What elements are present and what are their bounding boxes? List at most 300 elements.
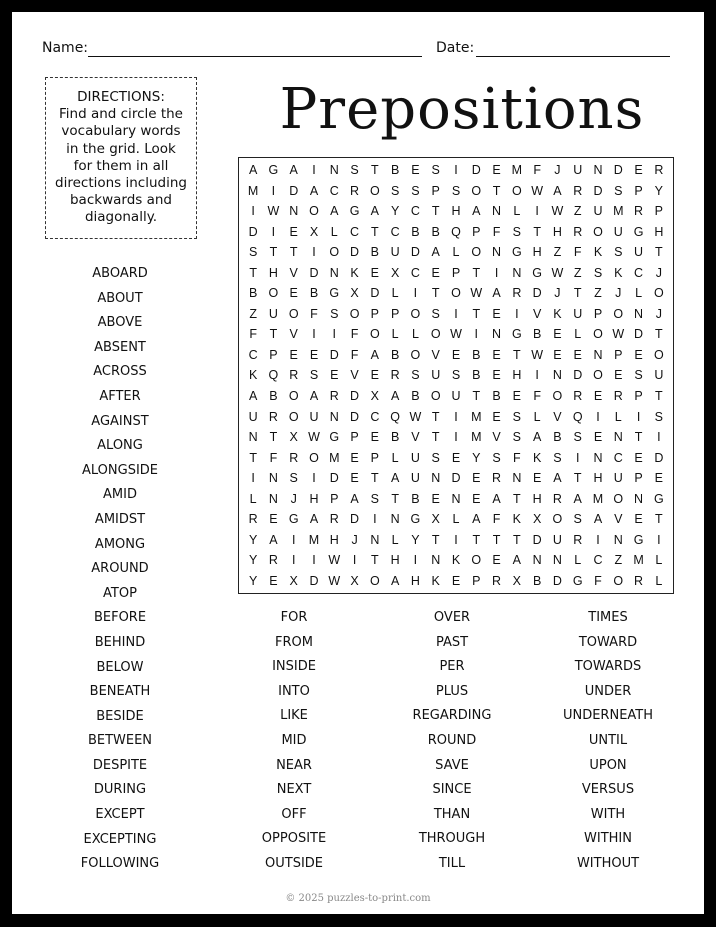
- grid-cell[interactable]: S: [512, 430, 522, 445]
- grid-cell[interactable]: P: [330, 491, 339, 506]
- grid-cell[interactable]: W: [531, 347, 544, 362]
- grid-cell[interactable]: B: [411, 224, 420, 239]
- grid-cell[interactable]: I: [596, 409, 600, 424]
- grid-cell[interactable]: N: [593, 450, 603, 465]
- grid-cell[interactable]: L: [391, 286, 399, 301]
- grid-cell[interactable]: S: [330, 306, 339, 321]
- grid-cell[interactable]: R: [329, 512, 339, 527]
- grid-cell[interactable]: D: [329, 347, 339, 362]
- grid-cell[interactable]: E: [309, 347, 319, 362]
- grid-cell[interactable]: X: [350, 286, 359, 301]
- grid-cell[interactable]: N: [451, 491, 461, 506]
- grid-cell[interactable]: B: [472, 368, 481, 383]
- grid-cell[interactable]: W: [551, 204, 564, 219]
- grid-cell[interactable]: O: [471, 553, 482, 568]
- grid-cell[interactable]: O: [349, 306, 360, 321]
- grid-cell[interactable]: P: [634, 389, 643, 404]
- grid-cell[interactable]: N: [431, 553, 441, 568]
- grid-cell[interactable]: U: [613, 224, 623, 239]
- grid-cell[interactable]: E: [573, 347, 582, 362]
- grid-cell[interactable]: L: [574, 553, 582, 568]
- grid-cell[interactable]: U: [573, 163, 583, 178]
- grid-cell[interactable]: F: [533, 389, 541, 404]
- grid-cell[interactable]: C: [350, 224, 360, 239]
- grid-cell[interactable]: A: [553, 471, 562, 486]
- grid-cell[interactable]: I: [373, 512, 377, 527]
- grid-cell[interactable]: I: [657, 532, 661, 547]
- grid-cell[interactable]: E: [269, 573, 278, 588]
- grid-cell[interactable]: P: [269, 347, 278, 362]
- grid-cell[interactable]: R: [492, 471, 502, 486]
- grid-cell[interactable]: P: [634, 471, 643, 486]
- grid-cell[interactable]: I: [332, 327, 337, 342]
- grid-cell[interactable]: D: [309, 265, 319, 280]
- grid-cell[interactable]: O: [471, 245, 482, 260]
- grid-cell[interactable]: R: [573, 183, 583, 198]
- grid-cell[interactable]: I: [413, 553, 418, 568]
- grid-cell[interactable]: X: [532, 512, 542, 527]
- grid-cell[interactable]: N: [613, 430, 623, 445]
- grid-cell[interactable]: I: [454, 409, 458, 424]
- grid-cell[interactable]: O: [613, 306, 624, 321]
- grid-cell[interactable]: E: [492, 306, 501, 321]
- grid-cell[interactable]: V: [492, 430, 501, 445]
- grid-cell[interactable]: O: [369, 183, 380, 198]
- grid-cell[interactable]: E: [451, 573, 461, 588]
- grid-cell[interactable]: I: [312, 553, 316, 568]
- grid-cell[interactable]: N: [613, 532, 623, 547]
- grid-cell[interactable]: P: [472, 573, 481, 588]
- grid-cell[interactable]: R: [552, 491, 562, 506]
- grid-cell[interactable]: U: [309, 409, 319, 424]
- grid-cell[interactable]: B: [411, 491, 420, 506]
- grid-cell[interactable]: L: [452, 512, 460, 527]
- grid-cell[interactable]: P: [350, 430, 359, 445]
- grid-cell[interactable]: K: [614, 265, 623, 280]
- grid-cell[interactable]: E: [451, 347, 461, 362]
- grid-cell[interactable]: T: [289, 245, 298, 260]
- grid-cell[interactable]: U: [268, 306, 278, 321]
- grid-cell[interactable]: E: [553, 327, 562, 342]
- grid-cell[interactable]: T: [655, 245, 663, 260]
- grid-cell[interactable]: O: [410, 306, 421, 321]
- grid-cell[interactable]: S: [512, 409, 522, 424]
- grid-cell[interactable]: U: [552, 532, 562, 547]
- grid-cell[interactable]: I: [474, 327, 479, 342]
- grid-cell[interactable]: S: [512, 224, 522, 239]
- grid-cell[interactable]: X: [431, 512, 440, 527]
- grid-cell[interactable]: R: [289, 450, 299, 465]
- grid-cell[interactable]: W: [470, 286, 483, 301]
- grid-cell[interactable]: F: [594, 573, 602, 588]
- grid-cell[interactable]: D: [350, 389, 360, 404]
- grid-cell[interactable]: G: [633, 532, 644, 547]
- grid-cell[interactable]: Z: [573, 204, 582, 219]
- grid-cell[interactable]: A: [248, 163, 258, 178]
- grid-cell[interactable]: I: [312, 471, 316, 486]
- grid-cell[interactable]: H: [512, 368, 522, 383]
- grid-cell[interactable]: B: [472, 347, 481, 362]
- grid-cell[interactable]: K: [431, 573, 440, 588]
- grid-cell[interactable]: O: [309, 204, 319, 219]
- grid-cell[interactable]: T: [472, 532, 481, 547]
- grid-cell[interactable]: O: [511, 183, 522, 198]
- grid-cell[interactable]: F: [350, 327, 359, 342]
- grid-cell[interactable]: Q: [390, 409, 400, 424]
- grid-cell[interactable]: P: [614, 347, 623, 362]
- grid-cell[interactable]: G: [532, 265, 542, 280]
- grid-cell[interactable]: B: [370, 245, 380, 260]
- grid-cell[interactable]: D: [593, 183, 603, 198]
- grid-cell[interactable]: K: [512, 512, 522, 527]
- grid-cell[interactable]: O: [613, 491, 624, 506]
- grid-cell[interactable]: H: [309, 491, 319, 506]
- grid-cell[interactable]: D: [451, 471, 461, 486]
- grid-cell[interactable]: P: [370, 450, 380, 465]
- grid-cell[interactable]: U: [593, 204, 603, 219]
- grid-cell[interactable]: S: [411, 368, 420, 383]
- grid-cell[interactable]: N: [329, 265, 339, 280]
- grid-cell[interactable]: I: [271, 183, 276, 198]
- grid-cell[interactable]: J: [655, 306, 662, 321]
- grid-cell[interactable]: G: [329, 286, 340, 301]
- grid-cell[interactable]: S: [553, 450, 562, 465]
- grid-cell[interactable]: S: [370, 491, 380, 506]
- grid-cell[interactable]: T: [269, 327, 278, 342]
- grid-cell[interactable]: N: [512, 471, 522, 486]
- grid-cell[interactable]: T: [573, 286, 582, 301]
- grid-cell[interactable]: B: [390, 163, 400, 178]
- grid-cell[interactable]: B: [532, 327, 542, 342]
- grid-cell[interactable]: V: [553, 409, 562, 424]
- grid-cell[interactable]: I: [291, 532, 296, 547]
- grid-cell[interactable]: T: [431, 286, 440, 301]
- grid-cell[interactable]: E: [512, 389, 522, 404]
- grid-cell[interactable]: P: [634, 183, 643, 198]
- grid-cell[interactable]: F: [492, 224, 501, 239]
- grid-cell[interactable]: S: [573, 430, 582, 445]
- grid-cell[interactable]: A: [350, 491, 359, 506]
- grid-cell[interactable]: E: [431, 491, 440, 506]
- grid-cell[interactable]: S: [593, 265, 603, 280]
- grid-cell[interactable]: U: [573, 306, 583, 321]
- grid-cell[interactable]: C: [634, 265, 644, 280]
- grid-cell[interactable]: R: [634, 204, 644, 219]
- grid-cell[interactable]: I: [454, 163, 458, 178]
- grid-cell[interactable]: I: [291, 553, 296, 568]
- grid-cell[interactable]: D: [309, 573, 319, 588]
- grid-cell[interactable]: M: [308, 532, 320, 547]
- grid-cell[interactable]: V: [532, 306, 542, 321]
- grid-cell[interactable]: M: [633, 553, 644, 568]
- grid-cell[interactable]: E: [553, 347, 562, 362]
- grid-cell[interactable]: C: [248, 347, 258, 362]
- grid-cell[interactable]: G: [653, 491, 664, 506]
- grid-cell[interactable]: D: [410, 245, 420, 260]
- grid-cell[interactable]: E: [532, 471, 542, 486]
- grid-cell[interactable]: E: [370, 368, 380, 383]
- grid-cell[interactable]: T: [513, 491, 521, 506]
- grid-cell[interactable]: V: [289, 265, 298, 280]
- grid-cell[interactable]: I: [454, 306, 458, 321]
- grid-cell[interactable]: H: [532, 491, 542, 506]
- grid-cell[interactable]: E: [634, 347, 643, 362]
- grid-cell[interactable]: T: [655, 327, 663, 342]
- grid-cell[interactable]: O: [593, 368, 603, 383]
- grid-cell[interactable]: T: [269, 430, 278, 445]
- grid-cell[interactable]: C: [410, 265, 420, 280]
- grid-cell[interactable]: B: [248, 286, 258, 301]
- grid-cell[interactable]: N: [248, 430, 258, 445]
- grid-cell[interactable]: R: [512, 286, 522, 301]
- grid-cell[interactable]: F: [269, 450, 278, 465]
- grid-cell[interactable]: G: [511, 327, 522, 342]
- grid-cell[interactable]: K: [593, 245, 603, 260]
- grid-cell[interactable]: O: [369, 573, 380, 588]
- grid-cell[interactable]: E: [614, 368, 623, 383]
- grid-cell[interactable]: N: [492, 204, 502, 219]
- grid-cell[interactable]: S: [431, 163, 440, 178]
- grid-cell[interactable]: B: [431, 224, 440, 239]
- grid-cell[interactable]: K: [350, 265, 359, 280]
- grid-cell[interactable]: O: [552, 389, 563, 404]
- grid-cell[interactable]: A: [573, 491, 582, 506]
- grid-cell[interactable]: R: [248, 512, 258, 527]
- grid-cell[interactable]: E: [289, 347, 298, 362]
- grid-cell[interactable]: N: [390, 512, 400, 527]
- grid-cell[interactable]: I: [575, 450, 580, 465]
- grid-cell[interactable]: O: [430, 327, 441, 342]
- grid-cell[interactable]: D: [350, 512, 360, 527]
- grid-cell[interactable]: Z: [573, 265, 582, 280]
- grid-cell[interactable]: S: [350, 163, 359, 178]
- grid-cell[interactable]: F: [249, 327, 257, 342]
- grid-cell[interactable]: J: [655, 265, 662, 280]
- grid-cell[interactable]: T: [371, 553, 379, 568]
- grid-cell[interactable]: H: [451, 204, 461, 219]
- grid-cell[interactable]: S: [614, 183, 623, 198]
- grid-cell[interactable]: Y: [248, 532, 258, 547]
- grid-cell[interactable]: O: [451, 286, 461, 301]
- grid-cell[interactable]: I: [251, 204, 255, 219]
- grid-cell[interactable]: T: [472, 306, 481, 321]
- grid-cell[interactable]: T: [431, 532, 440, 547]
- grid-cell[interactable]: A: [593, 512, 603, 527]
- grid-cell[interactable]: P: [593, 306, 603, 321]
- grid-cell[interactable]: A: [431, 245, 440, 260]
- grid-cell[interactable]: T: [492, 183, 501, 198]
- grid-cell[interactable]: U: [654, 368, 664, 383]
- grid-cell[interactable]: A: [390, 471, 400, 486]
- grid-cell[interactable]: T: [472, 265, 481, 280]
- grid-cell[interactable]: I: [454, 430, 458, 445]
- grid-cell[interactable]: O: [593, 327, 603, 342]
- grid-cell[interactable]: S: [390, 183, 400, 198]
- grid-cell[interactable]: J: [290, 491, 297, 506]
- grid-cell[interactable]: S: [431, 450, 440, 465]
- grid-cell[interactable]: E: [492, 553, 501, 568]
- grid-cell[interactable]: D: [350, 245, 360, 260]
- grid-cell[interactable]: K: [451, 553, 461, 568]
- grid-cell[interactable]: R: [350, 183, 360, 198]
- grid-cell[interactable]: N: [431, 471, 441, 486]
- grid-cell[interactable]: N: [593, 347, 603, 362]
- grid-cell[interactable]: O: [288, 306, 299, 321]
- grid-cell[interactable]: I: [494, 265, 499, 280]
- grid-cell[interactable]: S: [634, 368, 643, 383]
- grid-cell[interactable]: M: [471, 430, 482, 445]
- grid-cell[interactable]: B: [532, 573, 542, 588]
- grid-cell[interactable]: R: [289, 368, 299, 383]
- grid-cell[interactable]: N: [329, 163, 339, 178]
- word-search-grid[interactable]: [238, 157, 674, 594]
- name-field-line[interactable]: [88, 55, 422, 57]
- grid-cell[interactable]: Y: [248, 553, 258, 568]
- grid-cell[interactable]: Q: [572, 409, 583, 424]
- grid-cell[interactable]: Z: [553, 245, 562, 260]
- grid-cell[interactable]: U: [431, 368, 441, 383]
- grid-cell[interactable]: T: [655, 512, 663, 527]
- grid-cell[interactable]: A: [472, 512, 481, 527]
- grid-cell[interactable]: T: [371, 224, 379, 239]
- grid-cell[interactable]: L: [452, 245, 460, 260]
- grid-cell[interactable]: U: [410, 471, 420, 486]
- grid-cell[interactable]: C: [370, 409, 380, 424]
- grid-cell[interactable]: U: [410, 450, 420, 465]
- grid-cell[interactable]: R: [573, 389, 583, 404]
- grid-cell[interactable]: H: [593, 471, 603, 486]
- grid-cell[interactable]: E: [370, 265, 380, 280]
- grid-cell[interactable]: I: [596, 532, 600, 547]
- grid-cell[interactable]: Y: [411, 532, 420, 547]
- grid-cell[interactable]: D: [654, 450, 664, 465]
- grid-cell[interactable]: W: [409, 409, 422, 424]
- grid-cell[interactable]: T: [655, 389, 663, 404]
- grid-cell[interactable]: X: [350, 573, 359, 588]
- grid-cell[interactable]: O: [653, 347, 664, 362]
- grid-cell[interactable]: B: [492, 389, 501, 404]
- grid-cell[interactable]: N: [329, 409, 339, 424]
- grid-cell[interactable]: L: [391, 532, 399, 547]
- grid-cell[interactable]: X: [289, 573, 298, 588]
- grid-cell[interactable]: F: [310, 306, 318, 321]
- grid-cell[interactable]: G: [572, 573, 583, 588]
- grid-cell[interactable]: E: [431, 265, 440, 280]
- grid-cell[interactable]: C: [410, 204, 420, 219]
- grid-cell[interactable]: K: [248, 368, 258, 383]
- grid-cell[interactable]: H: [268, 265, 278, 280]
- grid-cell[interactable]: W: [531, 183, 544, 198]
- grid-cell[interactable]: E: [472, 471, 481, 486]
- grid-cell[interactable]: N: [268, 491, 278, 506]
- grid-cell[interactable]: U: [634, 245, 644, 260]
- grid-cell[interactable]: N: [492, 245, 502, 260]
- grid-cell[interactable]: A: [370, 204, 380, 219]
- grid-cell[interactable]: T: [269, 245, 278, 260]
- grid-cell[interactable]: H: [552, 224, 562, 239]
- grid-cell[interactable]: R: [492, 573, 502, 588]
- grid-cell[interactable]: L: [513, 204, 521, 219]
- grid-cell[interactable]: N: [370, 532, 380, 547]
- grid-cell[interactable]: O: [288, 409, 299, 424]
- grid-cell[interactable]: J: [554, 163, 561, 178]
- grid-cell[interactable]: H: [532, 245, 542, 260]
- grid-cell[interactable]: T: [513, 532, 521, 547]
- grid-cell[interactable]: I: [515, 306, 519, 321]
- grid-cell[interactable]: W: [612, 327, 625, 342]
- grid-cell[interactable]: L: [655, 573, 663, 588]
- grid-cell[interactable]: M: [329, 450, 340, 465]
- grid-cell[interactable]: T: [634, 430, 643, 445]
- grid-cell[interactable]: L: [391, 450, 399, 465]
- grid-cell[interactable]: G: [329, 430, 340, 445]
- grid-cell[interactable]: L: [330, 224, 338, 239]
- grid-cell[interactable]: H: [654, 224, 664, 239]
- grid-cell[interactable]: S: [451, 183, 461, 198]
- grid-cell[interactable]: L: [249, 491, 257, 506]
- grid-cell[interactable]: N: [512, 265, 522, 280]
- grid-cell[interactable]: E: [492, 347, 501, 362]
- grid-cell[interactable]: O: [471, 183, 482, 198]
- grid-cell[interactable]: X: [370, 389, 380, 404]
- grid-cell[interactable]: J: [554, 286, 561, 301]
- grid-cell[interactable]: D: [289, 183, 299, 198]
- grid-cell[interactable]: N: [552, 368, 562, 383]
- grid-cell[interactable]: O: [613, 573, 624, 588]
- grid-cell[interactable]: R: [573, 224, 583, 239]
- grid-cell[interactable]: E: [411, 163, 420, 178]
- grid-cell[interactable]: C: [329, 183, 339, 198]
- grid-cell[interactable]: E: [472, 491, 481, 506]
- grid-cell[interactable]: A: [370, 347, 380, 362]
- grid-cell[interactable]: K: [553, 306, 562, 321]
- grid-cell[interactable]: L: [635, 286, 643, 301]
- grid-cell[interactable]: K: [532, 450, 542, 465]
- grid-cell[interactable]: S: [614, 245, 623, 260]
- grid-cell[interactable]: E: [330, 368, 339, 383]
- grid-cell[interactable]: T: [492, 532, 501, 547]
- grid-cell[interactable]: B: [269, 389, 278, 404]
- grid-cell[interactable]: I: [312, 163, 316, 178]
- grid-cell[interactable]: O: [552, 512, 563, 527]
- grid-cell[interactable]: B: [390, 430, 400, 445]
- grid-cell[interactable]: D: [532, 532, 542, 547]
- grid-cell[interactable]: U: [248, 409, 258, 424]
- grid-cell[interactable]: M: [511, 163, 523, 178]
- grid-cell[interactable]: A: [390, 573, 400, 588]
- grid-cell[interactable]: N: [593, 163, 603, 178]
- grid-cell[interactable]: B: [390, 347, 400, 362]
- grid-cell[interactable]: B: [411, 389, 420, 404]
- grid-cell[interactable]: J: [615, 286, 622, 301]
- grid-cell[interactable]: A: [532, 430, 542, 445]
- grid-cell[interactable]: C: [593, 553, 603, 568]
- grid-cell[interactable]: E: [593, 389, 603, 404]
- grid-cell[interactable]: G: [633, 224, 644, 239]
- grid-cell[interactable]: G: [410, 512, 421, 527]
- grid-cell[interactable]: U: [613, 471, 623, 486]
- grid-cell[interactable]: P: [370, 306, 380, 321]
- grid-cell[interactable]: L: [655, 553, 663, 568]
- grid-cell[interactable]: U: [451, 389, 461, 404]
- grid-cell[interactable]: E: [350, 471, 359, 486]
- grid-cell[interactable]: J: [351, 532, 358, 547]
- grid-cell[interactable]: D: [329, 471, 339, 486]
- grid-cell[interactable]: Z: [594, 286, 602, 301]
- grid-cell[interactable]: E: [593, 430, 603, 445]
- grid-cell[interactable]: N: [268, 471, 278, 486]
- grid-cell[interactable]: A: [472, 204, 481, 219]
